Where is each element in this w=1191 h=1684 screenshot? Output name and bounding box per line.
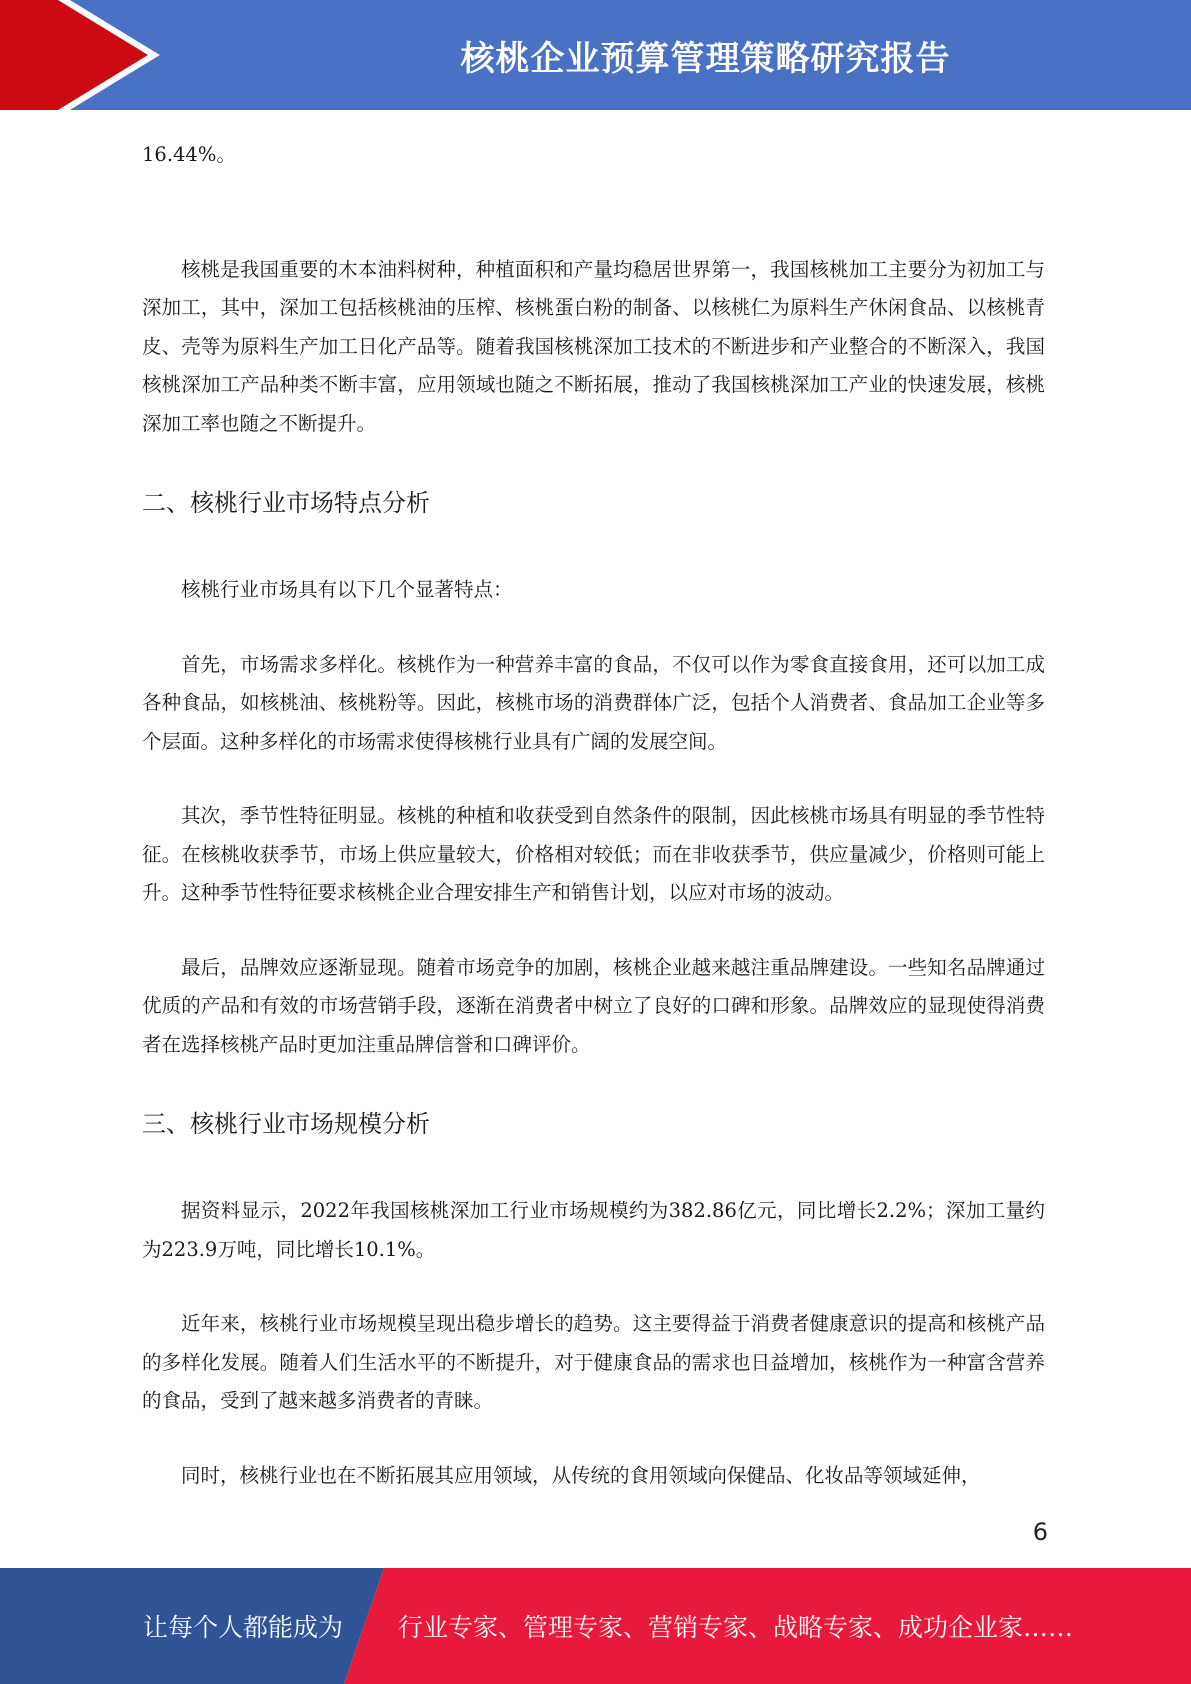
footer-slogan-left: 让每个人都能成为 — [143, 1613, 344, 1642]
paragraph-brand-effect: 最后，品牌效应逐渐显现。随着市场竞争的加剧，核桃企业越来越注重品牌建设。一些知名品牌通过优质的产品和有效的市场营销手段，逐渐在消费者中树立了良好的口碑和形象。品牌效应的显现使得消费者在选择核桃产品时更加注重品牌信誉和口碑评价。 — [142, 955, 1045, 1056]
page-header — [0, 0, 1191, 110]
paragraph-market-size-data: 据资料显示，2022年我国核桃深加工行业市场规模约为382.86亿元，同比增长2.2%；深加工量约为223.9万吨，同比增长10.1%。 — [142, 1199, 1045, 1261]
report-title: 核桃企业预算管理策略研究报告 — [460, 38, 951, 79]
paragraph-seasonality: 其次，季节性特征明显。核桃的种植和收获受到自然条件的限制，因此核桃市场具有明显的季节性特征。在核桃收获季节，市场上供应量较大，价格相对较低；而在非收获季节，供应量减少，价格则可能上升。这种季节性特征要求核桃企业合理安排生产和销售计划，以应对市场的波动。 — [142, 804, 1045, 904]
paragraph-intro-processing: 核桃是我国重要的木本油料树种，种植面积和产量均稳居世界第一，我国核桃加工主要分为初加工与深加工，其中，深加工包括核桃油的压榨、核桃蛋白粉的制备、以核桃仁为原料生产休闲食品、以核桃青皮、壳等为原料生产加工日化产品等。随着我国核桃深加工技术的不断进步和产业整合的不断深入，我国核桃深加工产品种类不断丰富，应用领域也随之不断拓展，推动了我国核桃深加工产业的快速发展，核桃深加工率也随之不断提升。 — [142, 257, 1045, 435]
paragraph-application-expansion: 同时，核桃行业也在不断拓展其应用领域，从传统的食用领域向保健品、化妆品等领域延伸， — [181, 1463, 981, 1487]
document-body — [142, 128, 1045, 1495]
section-heading-market-features: 二、核桃行业市场特点分析 — [142, 489, 430, 517]
paragraph-features-lead: 核桃行业市场具有以下几个显著特点： — [181, 578, 513, 601]
section-heading-market-size: 三、核桃行业市场规模分析 — [142, 1110, 430, 1138]
page-footer — [0, 1568, 1191, 1684]
paragraph-demand-diversity: 首先，市场需求多样化。核桃作为一种营养丰富的食品，不仅可以作为零食直接食用，还可以加工成各种食品，如核桃油、核桃粉等。因此，核桃市场的消费群体广泛，包括个人消费者、食品加工企业等多个层面。这种多样化的市场需求使得核桃行业具有广阔的发展空间。 — [142, 652, 1045, 753]
paragraph-continuation: 16.44%。 — [142, 143, 236, 166]
paragraph-market-growth: 近年来，核桃行业市场规模呈现出稳步增长的趋势。这主要得益于消费者健康意识的提高和核桃产品的多样化发展。随着人们生活水平的不断提升，对于健康食品的需求也日益增加，核桃作为一种富含营养的食品，受到了越来越多消费者的青睐。 — [142, 1312, 1045, 1412]
page-number: 6 — [1032, 1518, 1048, 1546]
footer-slogan-right: 行业专家、管理专家、营销专家、战略专家、成功企业家…… — [398, 1613, 1074, 1642]
